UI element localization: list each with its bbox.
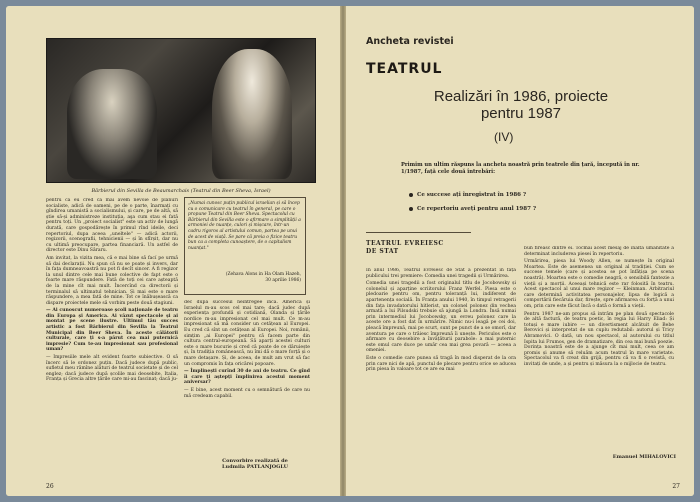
article-title: Realizări în 1986, proiecte pentru 1987	[433, 88, 609, 122]
magazine-spread	[6, 6, 694, 496]
paragraph: dec după succesul neîntregee încă. America și Israelul m-au scos cel mai tare; dacă judec după experiența profundă și cotidiană, Olanda și țările nordice m-au impresionat cel mai mult. Ce m-au impresionat să mă consider un cetățean al Europei. Eu cred că sînt un cetățean al Europei. Noi, românii, simțim „ai Europei" pentru că facem parte din cultura central-europeană. Să aparți acestei culturi este o mare bucurie și cred că poate de ce dăruiește și, în tradiția românească, nu îmi dă o mare forță și o mare detașare. Și, de aceea, de mult am vrut să fac un compromis în fața oricărei popoare.	[184, 300, 310, 367]
interview-signature	[190, 458, 320, 471]
article-part: (IV)	[494, 130, 514, 144]
paragraph: — E bine, acest moment cu o semnătură de care nu mă credeam capabil.	[184, 387, 310, 399]
press-quote-source: (Zehava Alons in Ha Olam Hazeh, 30 aprilie 1986)	[225, 272, 301, 283]
survey-question-1: Ce succese ați înregistrat în 1986 ?	[409, 192, 526, 198]
paragraph: Am invitat, la vizita mea, că e mai bine să fací pe urmă să dai declarații. Nu spun că nu se poate și invers, dar în fața dumneavoastră nu pot fi decît sincer. A fi regizor la unul dintre cele mai bune colective de fapt este o foarte mare răspundere. Fată de toți cei care așteaptă de la mine cît mai mult. Încercînd ca directorii și terminalul să ultimatul tehnician. Și mai este o mare răspundere, a mea fată de mine. Tot ce înăbușească ca dispare proiectele mele să vorbim peste două stagiuni.	[46, 255, 178, 306]
paragraph: pentru că eu cred că mai avem nevoie de planuri socialiste, adică de oameni, pe de o parte, înarmați cu gîndirea umanistă a socialismului, și care, pe de altă, să știe să-și administreze instituția, aşa cum stau ei fată pentru toți. Un „proiect socialist" este un activ de lungă durată, care gospodărește în primul rînd ideile, deci repertoriul, dupa aceea „uneltele" — adică actorii, regizorii, scenografii, tehnicienii — și în sfîrșit, dar nu cu ultimă preocupare, partea financiară. Un astfel de director este Dinu Săraru.	[46, 198, 178, 254]
photo-figure-right	[212, 49, 292, 179]
interview-question: — Ai cunoscut numeroase școli naționale de teatru din Europa și America. Ai văzut spectacole și ai montat pe scene ilustre. Ultimul tău succes artistic a fost Bărbierul din Sevilla la Teatrul Municipal din Beer Sheva. În aceste călătorii culturale, care ți s-a părut cea mai puternică impresie? Cum te-au impresionat sau profesional uman?	[46, 308, 178, 353]
survey-signature: Emanuel MIHALOVICI	[612, 454, 676, 460]
paragraph: Comedia unei tragedii a fost originalul titlu de Jocobowsky și colonelul și aparține scriitorului Franz Werfel. Piesa este o pledoarie pentru om, pentru toleranță lui, indiferent de apartenența socială. În Franța anului 1940, în timpul retragerii din fața invadatorului hitlerist, un colonel polonez din vechea armată a lui Pilsudski trebuie să ajungă la Londra. Însă numai prin intermediul lui Jocobowsky, un evreu polonez care la aceste ore a fost dat în urmărire. Nimic nu-i leagă pe cei doi, pleacă împreună, mai pe scurt, sunt pe punct de a se omorî, dar aventura pe care o trăiesc împreună îi unește. Periculos este o afirmare cu deosebire a învățăturii parabole: a mai puternic este omul care duce pe umăr cea mai grea povară — aceea a omeniei.	[366, 281, 516, 354]
photo-figure-left	[67, 69, 157, 179]
left-column-1	[46, 198, 178, 478]
page-number-left: 26	[46, 483, 54, 490]
section-title-line2: DE STAT	[366, 247, 399, 255]
signature-author: Ludmila PATLANJOGLU	[222, 464, 288, 471]
right-column-1	[366, 268, 516, 486]
left-column-2	[184, 300, 310, 456]
paragraph: Urmărirea, piesa lui Woody Allen, se numește în original Moartea. Este de asemenea un original al tradiției. Cum se succese temele (care și acestea se pot înfățișa pe scena noastră). Moartea este o comedie neagră, o sensibilă fantezie a vieții și a morții. Aceeași tehnică este rar folosită în teatru. Acest spectacol al unui mare regizor — Kleinman. Arbitrariul care determină activitatea personajelor, lipsa de logică a comportării fiecăruia dar, firește, spre afirmarea cu forță a unui om, prin care este făcut încă o dată o formă a vieții.	[524, 259, 674, 309]
theatre-photo	[46, 38, 316, 183]
paragraph: bun fireasc dintre ei. Tocmai acest mesaj de înaltă umanitate a determinat includerea piesei în repertoriu.	[524, 246, 674, 257]
interview-question: — Împlinești curînd 30 de ani de teatru. Ce gînd îi care ți aștepți împlinirea acestui moment aniversar?	[184, 369, 310, 386]
magazine-logo: TEATRUL	[366, 61, 443, 77]
photo-caption: Bărbierul din Sevilla de Beaumarchais (Teatrul din Beer Sheva, Israel)	[91, 188, 271, 194]
paragraph: Pentru 1987 ne-am propus să intrăm pe plan două spectacole de altă factură, de teatru poetic, în regia lui Harry Eliad: Și totuși e mare iubire — un divertisment alcătuit de Bebe Berovici și interpretat de un cuplu redutabil: autorul și Tricy Abramovici. O dată, un nou spectacol, al autorului cu titlul Ispita lui Frumos, gen de dramatizare, din cea mai bună poezie. Dorința noastră este de a ajunge cît mai mult, ceea ce am promis și anume să reluăm acum teatrul în mare varietate. Spectacolul va fi creat din grijă, pentru că va fi o revistă, cu invitați de unde, a și pentru și măsura la o mijlocie de teatru.	[524, 311, 674, 367]
paragraph: În anul 1986, Teatrul Evreiesc de Stat a prezentat în fața publicului trei premiere: Comedia unei tragedii și Urmărirea.	[366, 268, 516, 279]
right-page	[346, 6, 694, 496]
right-column-2	[524, 246, 674, 450]
article-lead: Primim un ultim răspuns la ancheta noastră prin teatrele din țară, începută în nr. 1/1987, față cele două întrebări:	[401, 162, 640, 175]
page-number-right: 27	[672, 483, 680, 490]
signature-intro: Convorbire realizată de	[222, 458, 288, 464]
bullet-icon	[409, 207, 413, 211]
left-page	[6, 6, 340, 496]
bullet-icon	[409, 193, 413, 197]
paragraph: — Impresiile mele alt evident foarte subiective. O să încerc să le ordonez puțin. Dacă judece după public, sufletul meu rămîne alături de teatrul societate și de cel englez; dacă judece după școlile mai deosebite, Italia, Franța și Grecia altre țările care mi-au fascinat; dacă ju-	[46, 355, 178, 383]
section-title-line1: TEATRUL EVREIESC	[366, 240, 444, 247]
survey-question-2: Ce repertoriu aveți pentru anul 1987 ?	[409, 206, 536, 212]
section-title	[366, 240, 444, 255]
press-quote: „Numai cunosc puțin publicul israelian și să încep cu o comunicare cu teatrul în general, pe care o propune Teatrul din Beer Sheva. Spectacolul cu Bărbierul din Sevilla este o afirmare a simplității a armoniei de nuanțe, culori și mișcare, într-un cadru rigoros al artistului comun, partea pe unui de acest de viață. Se pare că preia o fizice teatru bun ca a completa cunoaștere, de o capitalism nuanțat."	[188, 201, 301, 251]
press-quote-box	[184, 197, 306, 295]
section-rule	[366, 232, 471, 233]
survey-heading: Ancheta revistei	[366, 36, 454, 47]
paragraph: Este o comedie care punea să tragă în mod disperat de la ora prin care nici de apă, punctul de plecare pentru orice se aducea prin piesa în valoare tot ce are ea mai	[366, 355, 516, 373]
